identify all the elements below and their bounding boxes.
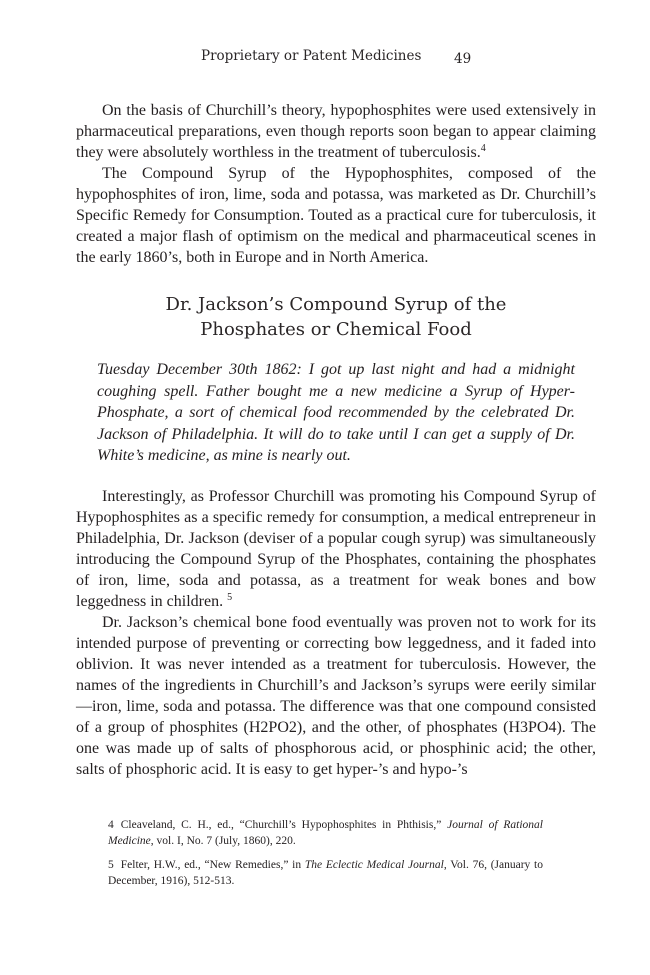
quote-text: Tuesday December 30th 1862: I got up last night and had a midnight coughing spell. Father bought me a new medicine a Syrup of Hyper-Phosphate, a sort of chemical food recommended by the celebrated Dr. Jackson of Philadelphia.: [97, 361, 575, 443]
paragraph: [76, 100, 596, 163]
footnote-journal-title: The Eclectic Medical Journal: [304, 859, 444, 871]
footnote-text-tail: , Vol. 76, (January to December, 1916), 512-513.: [108, 859, 543, 887]
footnote-ref[interactable]: 5: [227, 592, 233, 603]
footnote: [108, 857, 543, 889]
page-number: 49: [454, 51, 472, 67]
paragraph: [76, 612, 596, 780]
paragraph: [76, 486, 596, 612]
footnote-number: 5: [108, 859, 114, 871]
paragraph-text: Dr. Jackson’s chemical bone food eventually was proven not to work for its intended purpose of preventing or correcting bow leggedness, and it faded into oblivion. It was never intended as a treatment for tuberculosis. However, the names of the ingredients in Churchill’s and Jackson’s syrups were eerily similar—iron, lime, soda and potassa. The difference was that one compound consisted of a group of phosphites (H2PO2), and the other, of phosphates (H3PO4). The one was made up of salts of phosphorous acid, or phosphinic acid; the other, salts of phosphoric acid. It is easy to get hyper-’s and hypo-’s: [76, 614, 596, 778]
body-section-1: [76, 100, 596, 268]
footnote-number: 4: [108, 819, 114, 831]
paragraph-text: The Compound Syrup of the Hypophosphites, composed of the hypophosphites of iron, lime, soda and potassa, was marketed as Dr. Churchill’s Specific Remedy for Consumption. Touted as a practical cure for tuberculosis, it created a major flash of optimism on the medical and pharmaceutical scenes in the early 1860’s, both in Europe and in North America.: [76, 165, 596, 266]
quote-text-tail: It will do to take until I can get a supply of Dr. White’s medicine, as mine is nearly out.: [97, 425, 575, 464]
footnote-ref[interactable]: 4: [480, 143, 486, 154]
diary-quote: [97, 359, 575, 467]
footnotes: [108, 817, 543, 897]
running-head-title: Proprietary or Patent Medicines: [201, 48, 422, 64]
footnote-text: Felter, H.W., ed., “New Remedies,” in: [120, 859, 305, 871]
section-heading: [76, 292, 596, 342]
section-heading-line-2: Phosphates or Chemical Food: [200, 319, 472, 340]
footnote-text: Cleaveland, C. H., ed., “Churchill’s Hypophosphites in Phthisis,”: [120, 819, 448, 831]
footnote-journal-title: Journal of Rational Medicine: [108, 819, 543, 847]
body-section-2: [76, 486, 596, 780]
paragraph-text: Interestingly, as Professor Churchill was promoting his Compound Syrup of Hypophosphites as a specific remedy for consumption, a medical entrepreneur in Philadelphia, Dr. Jackson (deviser of a popular cough syrup) was simultaneously introducing the Compound Syrup of the Phosphates, containing the phosphates of iron, lime, soda and potassa, as a treatment for weak bones and bow leggedness in children.: [76, 488, 596, 610]
section-heading-line-1: Dr. Jackson’s Compound Syrup of the: [165, 294, 507, 315]
footnote: [108, 817, 543, 849]
footnote-text-tail: , vol. I, No. 7 (July, 1860), 220.: [150, 835, 296, 847]
paragraph: [76, 163, 596, 268]
paragraph-text: On the basis of Churchill’s theory, hypophosphites were used extensively in pharmaceutical preparations, even though reports soon began to appear claiming they were absolutely worthless in the treatment of tuberculosis.: [76, 102, 596, 161]
